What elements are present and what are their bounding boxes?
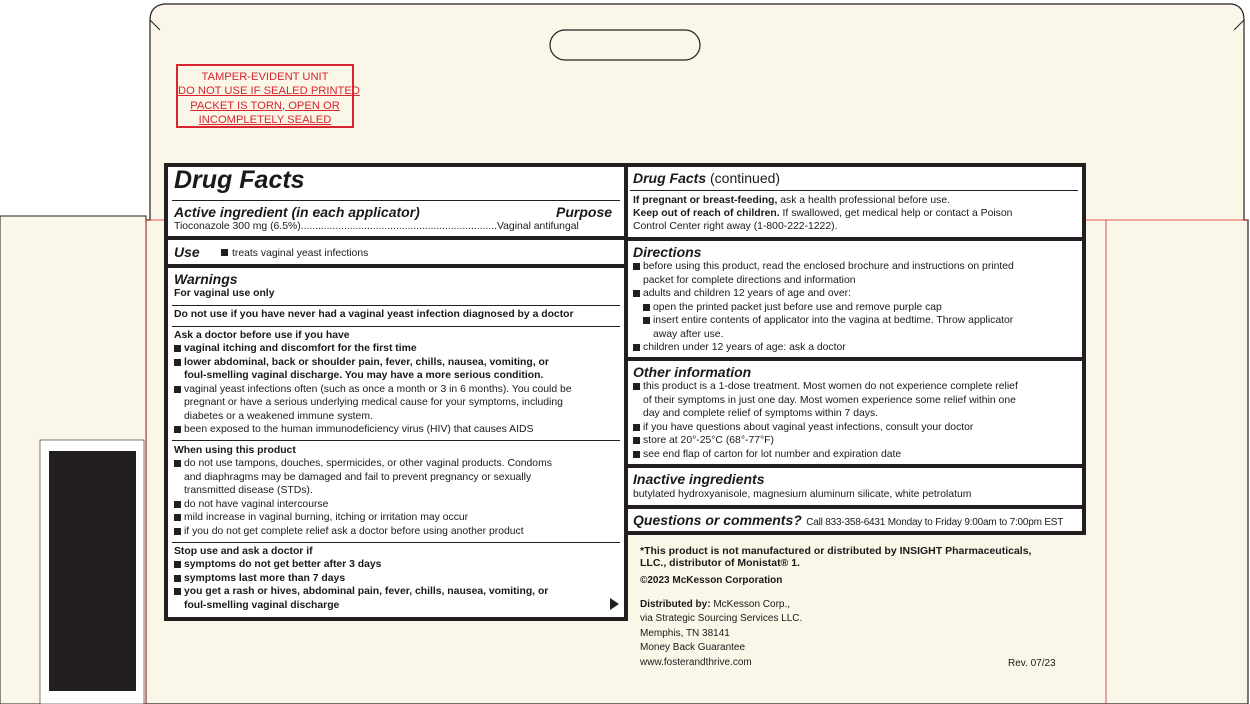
directions-heading: Directions [633,244,702,260]
money-back-guarantee: Money Back Guarantee [640,642,746,653]
tamper-line: DO NOT USE IF SEALED PRINTED [178,85,360,98]
bullet-square [174,359,181,366]
list-item-text: before using this product, read the enclosed brochure and instructions on printed [643,261,1014,272]
questions-text: Call 833-358-6431 Monday to Friday 9:00am to 7:00pm EST [806,517,1064,528]
list-item-text: vaginal yeast infections often (such as once a month or 3 in 6 months). You could be [184,383,572,395]
tamper-line: PACKET IS TORN, OPEN OR [190,99,340,112]
list-item-text: if you do not get complete relief ask a doctor before using another product [184,525,524,537]
bullet-square [221,249,228,256]
stop-use-heading: Stop use and ask a doctor if [174,546,313,557]
bullet-square [633,451,640,458]
bullet-square [174,386,181,393]
distributed-by-label: Distributed by: [640,598,711,610]
list-item-text: adults and children 12 years of age and over: [643,288,851,299]
list-item-line [633,314,1014,328]
list-item-line [174,484,552,498]
list-item-line [174,525,552,539]
drug-facts-title: Drug Facts [174,166,305,194]
directions-list [633,260,1014,355]
other-info-list [633,380,1018,461]
list-item-text: foul-smelling vaginal discharge. You may have a more serious condition. [184,370,544,381]
pregnant-text: ask a health professional before use. [780,195,951,206]
list-item-text: do not have vaginal intercourse [184,498,329,510]
list-item-text: you get a rash or hives, abdominal pain, fever, chills, nausea, vomiting, or [184,586,549,597]
disclaimer-line: LLC., distributor of Monistat® 1. [640,557,800,569]
ask-doctor-list [174,342,572,437]
active-ingredient-line: Tioconazole 300 mg (6.5%)....................................................................Vaginal antifungal [174,221,579,232]
list-item-text: open the printed packet just before use and remove purple cap [653,301,942,313]
list-item-text: children under 12 years of age: ask a doctor [643,342,846,353]
list-item-text: foul-smelling vaginal discharge [184,599,340,611]
disclaimer-line: *This product is not manufactured or distributed by INSIGHT Pharmaceuticals, [640,545,1032,557]
bullet-square [174,426,181,433]
bullet-square [633,263,640,270]
list-item-text: diabetes or a weakened immune system. [184,410,373,422]
list-item-line [174,342,572,356]
bullet-square [174,514,181,521]
bullet-square [174,561,181,568]
list-item-line [633,274,1014,288]
bullet-square [633,344,640,351]
list-item-text: pregnant or have a serious underlying medical cause for your symptoms, including [184,397,563,408]
list-item-line [174,511,552,525]
list-item-line [633,328,1014,342]
list-item-text: symptoms do not get better after 3 days [184,559,382,570]
list-item-line [174,457,552,471]
list-item-line [633,421,1018,435]
bullet-square [643,317,650,324]
list-item-line [633,260,1014,274]
stop-use-list [174,558,548,612]
list-item-text: insert entire contents of applicator into the vagina at bedtime. Throw applicator [653,315,1014,326]
inactive-text: butylated hydroxyanisole, magnesium aluminum silicate, white petrolatum [633,489,972,500]
list-item-text: symptoms last more than 7 days [184,572,346,584]
bullet-square [633,383,640,390]
when-using-heading: When using this product [174,445,296,456]
bullet-square [643,304,650,311]
list-item-text: store at 20°-25°C (68°-77°F) [643,435,774,446]
bullet-square [174,528,181,535]
distributor-name: McKesson Corp., [713,598,791,610]
list-item-line [633,407,1018,421]
when-using-list [174,457,552,538]
website: www.fosterandthrive.com [640,656,752,668]
list-item-line [633,394,1018,408]
list-item-line [174,572,548,586]
list-item-line [174,423,572,437]
list-item-line [174,410,572,424]
bullet-square [174,501,181,508]
list-item-line [174,369,572,383]
other-info-heading: Other information [633,364,752,380]
list-item-line [174,599,548,613]
list-item-line [633,448,1018,462]
list-item-text: day and complete relief of symptoms within 7 days. [643,408,879,419]
ask-doctor-heading: Ask a doctor before use if you have [174,330,350,341]
questions-heading: Questions or comments? [633,512,802,528]
list-item-line [633,341,1014,355]
list-item-line [633,301,1014,315]
bullet-square [633,290,640,297]
list-item-text: and diaphragms may be damaged and fail to prevent pregnancy or sexually [184,471,532,483]
list-item-text: away after use. [653,328,724,340]
tamper-evident-notice [176,64,360,128]
use-text: treats vaginal yeast infections [232,248,369,259]
list-item-text: of their symptoms in just one day. Most women experience some relief within one [643,394,1016,406]
list-item-text: mild increase in vaginal burning, itching or irritation may occur [184,512,469,523]
list-item-text: transmitted disease (STDs). [184,485,313,496]
list-item-line [174,356,572,370]
distributor-line: via Strategic Sourcing Services LLC. [640,613,803,624]
bullet-square [174,460,181,467]
warnings-heading: Warnings [174,271,238,287]
list-item-line [633,380,1018,394]
drug-facts-continued-title [633,170,780,186]
vaginal-use-only: For vaginal use only [174,288,275,299]
list-item-text: do not use tampons, douches, spermicides, or other vaginal products. Condoms [184,458,552,469]
bullet-square [633,437,640,444]
revision: Rev. 07/23 [1008,658,1056,669]
bullet-square [174,575,181,582]
distributor-address: Memphis, TN 38141 [640,627,730,639]
copyright: ©2023 McKesson Corporation [640,575,783,586]
list-item-text: packet for complete directions and information [643,274,856,286]
list-item-text: vaginal itching and discomfort for the first time [184,343,417,354]
drug-facts-title-right: Drug Facts [633,170,707,186]
list-item-line [174,471,552,485]
list-item-line [633,434,1018,448]
bullet-square [174,345,181,352]
list-item-line [174,396,572,410]
keep-out-heading: Keep out of reach of children. [633,208,780,219]
continue-arrow-icon [610,598,619,610]
bullet-square [633,424,640,431]
list-item-line [174,558,548,572]
tamper-line: TAMPER-EVIDENT UNIT [201,71,329,83]
list-item-line [174,498,552,512]
active-ingredient-heading: Active ingredient (in each applicator) [174,204,420,220]
inactive-heading: Inactive ingredients [633,471,765,487]
list-item-line [633,287,1014,301]
do-not-use-statement: Do not use if you have never had a vaginal yeast infection diagnosed by a doctor [174,309,574,320]
keep-out-text-2: Control Center right away (1-800-222-1222). [633,221,838,232]
bullet-square [174,588,181,595]
continued-label: (continued) [710,170,781,186]
use-heading: Use [174,244,200,260]
list-item-line [174,585,548,599]
list-item-line [174,383,572,397]
purpose-heading: Purpose [556,204,613,220]
list-item-text: if you have questions about vaginal yeast infections, consult your doctor [643,421,974,433]
list-item-text: lower abdominal, back or shoulder pain, fever, chills, nausea, vomiting, or [184,356,549,368]
list-item-text: been exposed to the human immunodeficiency virus (HIV) that causes AIDS [184,424,534,435]
keep-out-text: If swallowed, get medical help or contact a Poison [782,208,1013,219]
tamper-line: INCOMPLETELY SEALED [198,114,332,127]
pregnant-heading: If pregnant or breast-feeding, [633,195,778,206]
list-item-text: see end flap of carton for lot number and expiration date [643,448,902,460]
footer [640,545,1031,670]
list-item-text: this product is a 1-dose treatment. Most women do not experience complete relief [643,381,1018,392]
